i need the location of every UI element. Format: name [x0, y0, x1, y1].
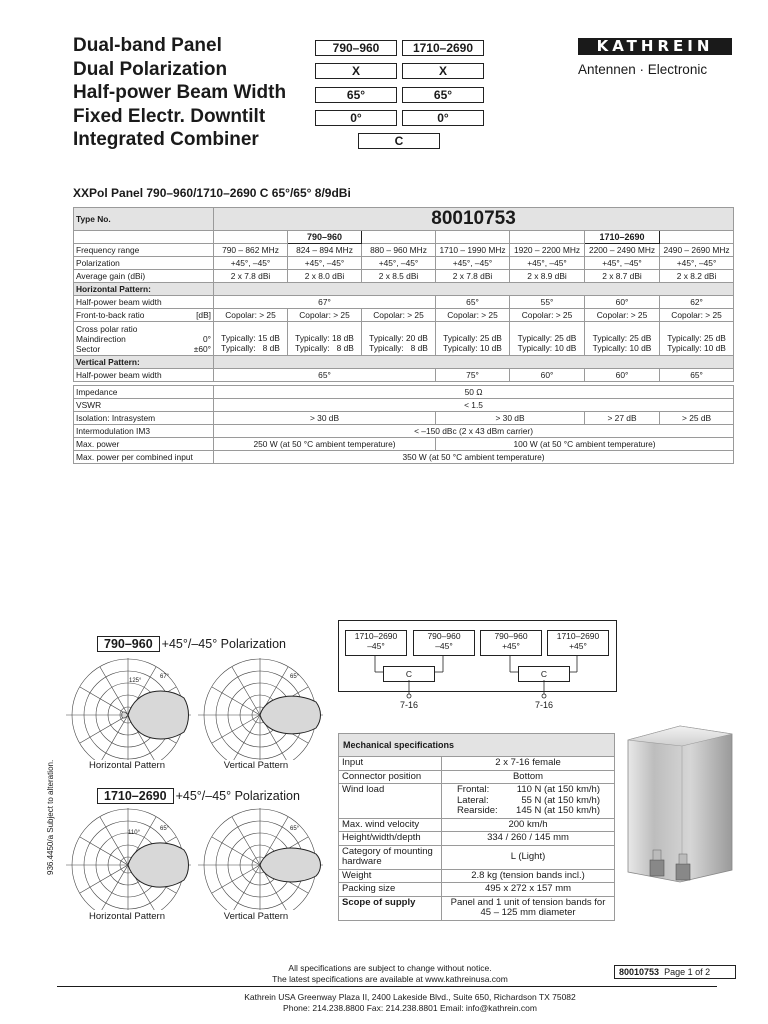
mech-label: Connector position — [339, 770, 442, 784]
row-label: Polarization — [74, 257, 214, 270]
wind-load-values: Frontal: 110 N (at 150 km/h) Lateral: 55 N (at 150 km/h) Rearside: 145 N (at 150 km/h) — [442, 784, 615, 819]
company-address — [150, 992, 670, 1013]
cell: > 30 dB — [436, 412, 585, 425]
mech-row — [339, 770, 615, 784]
cell: +45°, –45° — [436, 257, 510, 270]
beam-low-box: 65° — [315, 87, 397, 103]
tilt-low-box: 0° — [315, 110, 397, 126]
cell: 65° — [214, 369, 436, 382]
antenna-product-image — [620, 722, 740, 892]
feature-title: Dual-band Panel — [73, 35, 222, 56]
cell: < –150 dBc (2 x 43 dBm carrier) — [214, 425, 734, 438]
cell: +45°, –45° — [362, 257, 436, 270]
mech-value: 495 x 272 x 157 mm — [442, 883, 615, 897]
dualpol-high-box: X — [402, 63, 484, 79]
product-subtitle: XXPol Panel 790–960/1710–2690 C 65°/65° 8/9dBi — [73, 186, 351, 200]
connector-label-right: 7-16 — [534, 700, 553, 710]
mech-value: 2 x 7-16 female — [442, 757, 615, 771]
doc-number: 80010753 — [619, 967, 660, 977]
feature-title: Integrated Combiner — [73, 129, 259, 150]
row-label: VSWR — [74, 399, 214, 412]
band-high-label: 1710–2690 — [585, 231, 660, 244]
mech-value: Panel and 1 unit of tension bands for 45 – 125 mm diameter — [442, 896, 615, 920]
row-label: Impedance — [74, 386, 214, 399]
xpol-sector-value: ±60° — [193, 343, 211, 354]
beam-high-box: 65° — [402, 87, 484, 103]
combiner-box-left: C — [383, 666, 435, 682]
document-code-note: 936.4450/a Subject to alteration. — [46, 759, 55, 875]
footer-divider — [57, 986, 717, 987]
brand-tagline: Antennen · Electronic — [578, 62, 708, 77]
row-label: Max. power — [74, 438, 214, 451]
product-feature-list — [73, 34, 286, 152]
pattern-band-low: 790–960 — [97, 636, 160, 652]
mech-title: Mechanical specifications — [339, 734, 615, 757]
cell: Copolar: > 25 — [288, 309, 362, 322]
ftb-unit: [dB] — [196, 309, 211, 320]
cell: 55° — [510, 296, 585, 309]
row-label: Intermodulation IM3 — [74, 425, 214, 438]
cell: 2 x 8.0 dBi — [288, 270, 362, 283]
xpol-main-value: 0° — [202, 333, 211, 344]
v-beam-row — [74, 369, 734, 382]
polar-plot-high-vertical — [198, 808, 323, 910]
pattern-pol-text: +45°/–45° Polarization — [161, 637, 286, 651]
cell: 250 W (at 50 °C ambient temperature) — [214, 438, 436, 451]
mech-row — [339, 869, 615, 883]
ftb-row — [74, 309, 734, 322]
mech-row — [339, 896, 615, 920]
mech-label: Category of mounting hardware — [339, 845, 442, 869]
feature-title: Fixed Electr. Downtilt — [73, 105, 266, 127]
cell: 60° — [510, 369, 585, 382]
contact-line: Phone: 214.238.8800 Fax: 214.238.8801 Email: info@kathrein.com — [283, 1002, 537, 1013]
cell: +45°, –45° — [214, 257, 288, 270]
mech-row — [339, 883, 615, 897]
cell: 2490 – 2690 MHz — [660, 244, 734, 257]
pattern-pol-text: +45°/–45° Polarization — [175, 789, 300, 803]
vertical-pattern-heading — [74, 356, 734, 369]
cell: Typically: 15 dB Typically: 8 dB — [214, 322, 288, 356]
caption-horizontal-high: Horizontal Pattern — [88, 911, 166, 922]
footer-note — [230, 963, 550, 984]
footer-note-line: All specifications are subject to change without notice. — [288, 963, 492, 973]
xpol-label: Cross polar ratio — [76, 323, 138, 334]
dualpol-low-box: X — [315, 63, 397, 79]
polarization-row — [74, 257, 734, 270]
mech-value: Bottom — [442, 770, 615, 784]
row-label: Max. power per combined input — [74, 451, 214, 464]
im3-row — [74, 425, 734, 438]
page-indicator — [614, 965, 736, 979]
ftb-label: Front-to-back ratio — [76, 309, 145, 320]
row-label: Isolation: Intrasystem — [74, 412, 214, 425]
cell: Copolar: > 25 — [585, 309, 660, 322]
port-box: 1710–2690 –45° — [345, 630, 407, 656]
cell: 60° — [585, 296, 660, 309]
cell: Typically: 25 dB Typically: 10 dB — [585, 322, 660, 356]
mech-label: Packing size — [339, 883, 442, 897]
cell: > 30 dB — [214, 412, 436, 425]
type-number: 80010753 — [214, 208, 734, 231]
page-number: Page 1 of 2 — [664, 967, 711, 977]
pattern-title-low — [97, 636, 286, 652]
cell: 2 x 8.7 dBi — [585, 270, 660, 283]
cell: 2 x 7.8 dBi — [436, 270, 510, 283]
mech-row — [339, 757, 615, 771]
cell: 790 – 862 MHz — [214, 244, 288, 257]
frequency-row — [74, 244, 734, 257]
cell: 2 x 8.2 dBi — [660, 270, 734, 283]
type-row — [74, 208, 734, 231]
row-label — [74, 322, 214, 356]
polar-plot-high-horizontal — [66, 808, 191, 910]
mech-label: Input — [339, 757, 442, 771]
tilt-high-box: 0° — [402, 110, 484, 126]
connector-label-left: 7-16 — [399, 700, 418, 710]
impedance-row — [74, 386, 734, 399]
angle-label: 65° — [160, 826, 170, 832]
cell: Copolar: > 25 — [362, 309, 436, 322]
cell: Typically: 20 dB Typically: 8 dB — [362, 322, 436, 356]
cell: Copolar: > 25 — [510, 309, 585, 322]
angle-label: 65° — [290, 674, 300, 680]
cell: +45°, –45° — [660, 257, 734, 270]
mech-row — [339, 832, 615, 846]
caption-horizontal-low: Horizontal Pattern — [88, 760, 166, 771]
row-label: Average gain (dBi) — [74, 270, 214, 283]
caption-vertical-high: Vertical Pattern — [223, 911, 289, 922]
mech-value: 334 / 260 / 145 mm — [442, 832, 615, 846]
type-label: Type No. — [74, 208, 214, 231]
cell: Typically: 25 dB Typically: 10 dB — [660, 322, 734, 356]
cell: 2 x 7.8 dBi — [214, 270, 288, 283]
band-low-box: 790–960 — [315, 40, 397, 56]
band-high-box: 1710–2690 — [402, 40, 484, 56]
mech-value: 200 km/h — [442, 818, 615, 832]
cell: 2200 – 2490 MHz — [585, 244, 660, 257]
cell: 2 x 8.9 dBi — [510, 270, 585, 283]
feature-title: Dual Polarization — [73, 58, 228, 80]
section-heading: Horizontal Pattern: — [74, 283, 214, 296]
cell: Copolar: > 25 — [436, 309, 510, 322]
feature-title: Half-power Beam Width — [73, 82, 287, 103]
brand-logo: KATHREIN — [578, 38, 732, 55]
combiner-box-right: C — [518, 666, 570, 682]
xpol-sector-label: Sector — [76, 343, 101, 354]
cell: 1710 – 1990 MHz — [436, 244, 510, 257]
band-low-label: 790–960 — [288, 231, 362, 244]
mechanical-spec-table — [338, 733, 615, 921]
cell: < 1.5 — [214, 399, 734, 412]
port-box: 1710–2690 +45° — [547, 630, 609, 656]
cell: 62° — [660, 296, 734, 309]
cell: +45°, –45° — [510, 257, 585, 270]
angle-label: 65° — [290, 826, 300, 832]
port-box: 790–960 +45° — [480, 630, 542, 656]
mech-row — [339, 784, 615, 819]
mech-label: Wind load — [339, 784, 442, 819]
cell: +45°, –45° — [288, 257, 362, 270]
row-label — [74, 309, 214, 322]
section-heading: Vertical Pattern: — [74, 356, 214, 369]
cell: 1920 – 2200 MHz — [510, 244, 585, 257]
cell: 100 W (at 50 °C ambient temperature) — [436, 438, 734, 451]
cell: 67° — [214, 296, 436, 309]
cell: 50 Ω — [214, 386, 734, 399]
cell: 350 W (at 50 °C ambient temperature) — [214, 451, 734, 464]
pattern-title-high — [97, 788, 300, 804]
xpol-row — [74, 322, 734, 356]
cell: Copolar: > 25 — [214, 309, 288, 322]
angle-label: 67° — [160, 674, 170, 680]
mech-label: Weight — [339, 869, 442, 883]
polar-plot-low-horizontal — [66, 658, 191, 760]
address-line: Kathrein USA Greenway Plaza II, 2400 Lakeside Blvd., Suite 650, Richardson TX 75082 — [244, 992, 576, 1002]
angle-label: 110° — [128, 830, 140, 836]
max-power-combined-row — [74, 451, 734, 464]
mech-label: Scope of supply — [339, 896, 442, 920]
caption-vertical-low: Vertical Pattern — [223, 760, 289, 771]
cell: 880 – 960 MHz — [362, 244, 436, 257]
band-row — [74, 231, 734, 244]
spec-table — [73, 207, 734, 464]
row-label: Half-power beam width — [74, 369, 214, 382]
cell: +45°, –45° — [585, 257, 660, 270]
row-label: Frequency range — [74, 244, 214, 257]
vswr-row — [74, 399, 734, 412]
cell: Typically: 25 dB Typically: 10 dB — [436, 322, 510, 356]
cell: Copolar: > 25 — [660, 309, 734, 322]
mech-label: Max. wind velocity — [339, 818, 442, 832]
cell: 60° — [585, 369, 660, 382]
cell: Typically: 25 dB Typically: 10 dB — [510, 322, 585, 356]
footer-note-line: The latest specifications are available at www.kathreinusa.com — [272, 973, 508, 984]
cell: 75° — [436, 369, 510, 382]
isolation-row — [74, 412, 734, 425]
xpol-main-label: Maindirection — [76, 333, 126, 344]
diagram-lines — [338, 620, 616, 710]
cell: 2 x 8.5 dBi — [362, 270, 436, 283]
combiner-box: C — [358, 133, 440, 149]
mech-value: L (Light) — [442, 845, 615, 869]
cell: 65° — [660, 369, 734, 382]
port-box: 790–960 –45° — [413, 630, 475, 656]
mech-row — [339, 845, 615, 869]
cell: > 25 dB — [660, 412, 734, 425]
h-beam-row — [74, 296, 734, 309]
mech-value: 2.8 kg (tension bands incl.) — [442, 869, 615, 883]
row-label: Half-power beam width — [74, 296, 214, 309]
mech-label: Height/width/depth — [339, 832, 442, 846]
cell: Typically: 18 dB Typically: 8 dB — [288, 322, 362, 356]
mech-row — [339, 818, 615, 832]
angle-label: 125° — [129, 678, 142, 684]
max-power-row — [74, 438, 734, 451]
gain-row — [74, 270, 734, 283]
cell: > 27 dB — [585, 412, 660, 425]
pattern-band-high: 1710–2690 — [97, 788, 174, 804]
horizontal-pattern-heading — [74, 283, 734, 296]
cell: 824 – 894 MHz — [288, 244, 362, 257]
polar-plot-low-vertical — [198, 658, 323, 760]
cell: 65° — [436, 296, 510, 309]
